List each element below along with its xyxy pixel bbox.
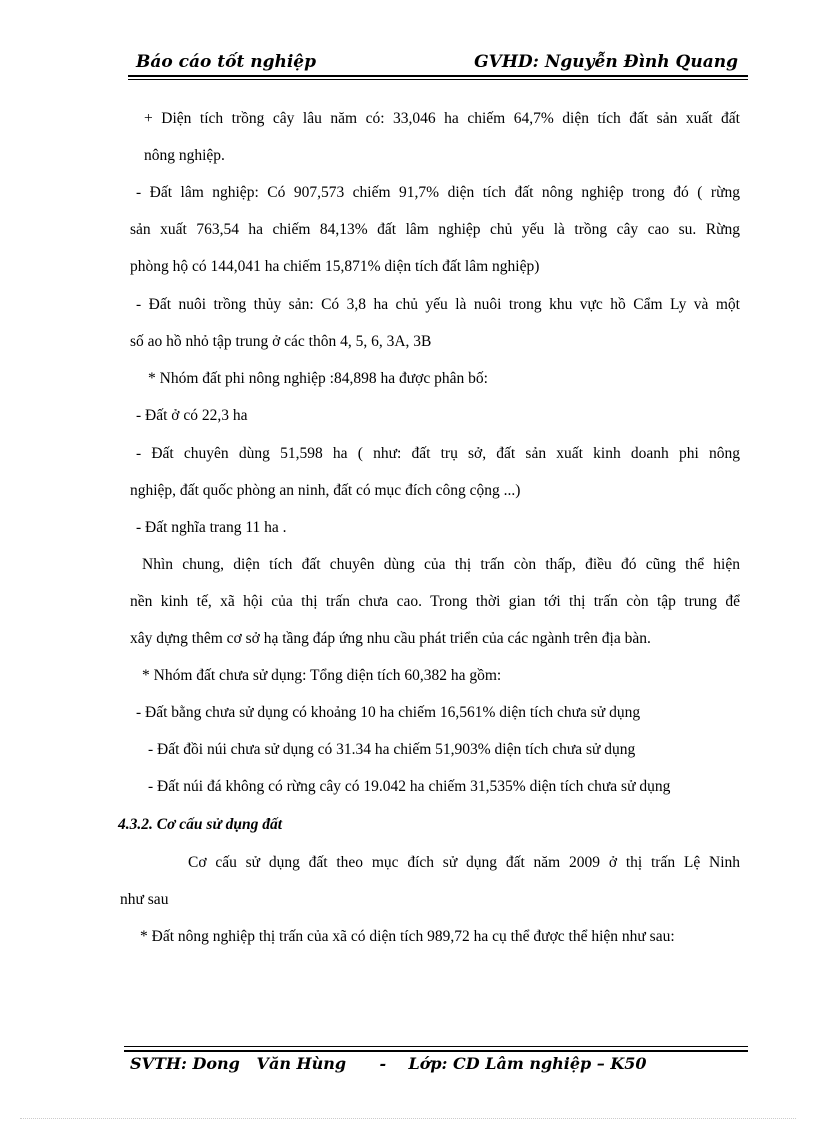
paragraph-summary-line1: Nhìn chung, diện tích đất chuyên dùng của thị trấn còn thấp, điều đó cũng thể hiện [142, 556, 740, 573]
paragraph-summary-line3: xây dựng thêm cơ sở hạ tầng đáp ứng nhu cầu phát triển của các ngành trên địa bàn. [130, 630, 651, 647]
paragraph-specialized-land-line2: nghiệp, đất quốc phòng an ninh, đất có mục đích công cộng ...) [130, 482, 521, 499]
header-rule [128, 75, 748, 77]
paragraph-cemetery-land: - Đất nghĩa trang 11 ha . [136, 519, 287, 536]
paragraph-unused-hill-land: - Đất đồi núi chưa sử dụng có 31.34 ha chiếm 51,903% diện tích chưa sử dụng [148, 741, 636, 758]
footer-rule [124, 1050, 748, 1052]
paragraph-perennial-crops-line1: + Diện tích trồng cây lâu năm có: 33,046 ha chiếm 64,7% diện tích đất sản xuất đất [144, 110, 740, 127]
paragraph-residential-land: - Đất ở có 22,3 ha [136, 407, 248, 424]
paragraph-perennial-crops-line2: nông nghiệp. [144, 147, 225, 164]
paragraph-land-structure-line2: như sau [120, 891, 169, 908]
paragraph-forestry-line2: sản xuất 763,54 ha chiếm 84,13% đất lâm nghiệp chủ yếu là trồng cây cao su. Rừng [130, 221, 740, 238]
header-rule-thin [128, 79, 748, 80]
paragraph-forestry-line1: - Đất lâm nghiệp: Có 907,573 chiếm 91,7% diện tích đất nông nghiệp trong đó ( rừng [136, 184, 740, 201]
paragraph-agricultural-land-intro: * Đất nông nghiệp thị trấn của xã có diện tích 989,72 ha cụ thể được thể hiện như sau: [140, 928, 675, 945]
paragraph-land-structure-line1: Cơ cấu sử dụng đất theo mục đích sử dụng đất năm 2009 ở thị trấn Lệ Ninh [188, 854, 740, 871]
paragraph-summary-line2: nền kinh tế, xã hội của thị trấn chưa cao. Trong thời gian tới thị trấn còn tập trung để [130, 593, 740, 610]
paragraph-unused-flat-land: - Đất bằng chưa sử dụng có khoảng 10 ha chiếm 16,561% diện tích chưa sử dụng [136, 704, 641, 721]
paragraph-unused-land-group: * Nhóm đất chưa sử dụng: Tổng diện tích 60,382 ha gồm: [142, 667, 502, 684]
footer-student-info: SVTH: Dong Văn Hùng - Lớp: CD Lâm nghiệp – K50 [130, 1054, 647, 1073]
paragraph-unused-rocky-land: - Đất núi đá không có rừng cây có 19.042 ha chiếm 31,535% diện tích chưa sử dụng [148, 778, 671, 795]
header-advisor: GVHD: Nguyễn Đình Quang [474, 52, 738, 72]
paragraph-forestry-line3: phòng hộ có 144,041 ha chiếm 15,871% diện tích đất lâm nghiệp) [130, 258, 540, 275]
paragraph-specialized-land-line1: - Đất chuyên dùng 51,598 ha ( như: đất trụ sở, đất sản xuất kinh doanh phi nông [136, 445, 740, 462]
footer-rule-thin [124, 1046, 748, 1047]
paragraph-aquaculture-line2: số ao hồ nhỏ tập trung ở các thôn 4, 5, 6, 3A, 3B [130, 333, 432, 350]
page-header [128, 50, 748, 82]
page-edge-divider [20, 1118, 796, 1119]
paragraph-non-agricultural-group: * Nhóm đất phi nông nghiệp :84,898 ha được phân bố: [148, 370, 488, 387]
section-heading-4-3-2: 4.3.2. Cơ cấu sử dụng đất [118, 816, 283, 833]
header-report-title: Báo cáo tốt nghiệp [136, 52, 316, 72]
paragraph-aquaculture-line1: - Đất nuôi trồng thủy sản: Có 3,8 ha chủ yếu là nuôi trong khu vực hồ Cẩm Ly và một [136, 296, 740, 313]
page-footer [124, 1046, 748, 1086]
